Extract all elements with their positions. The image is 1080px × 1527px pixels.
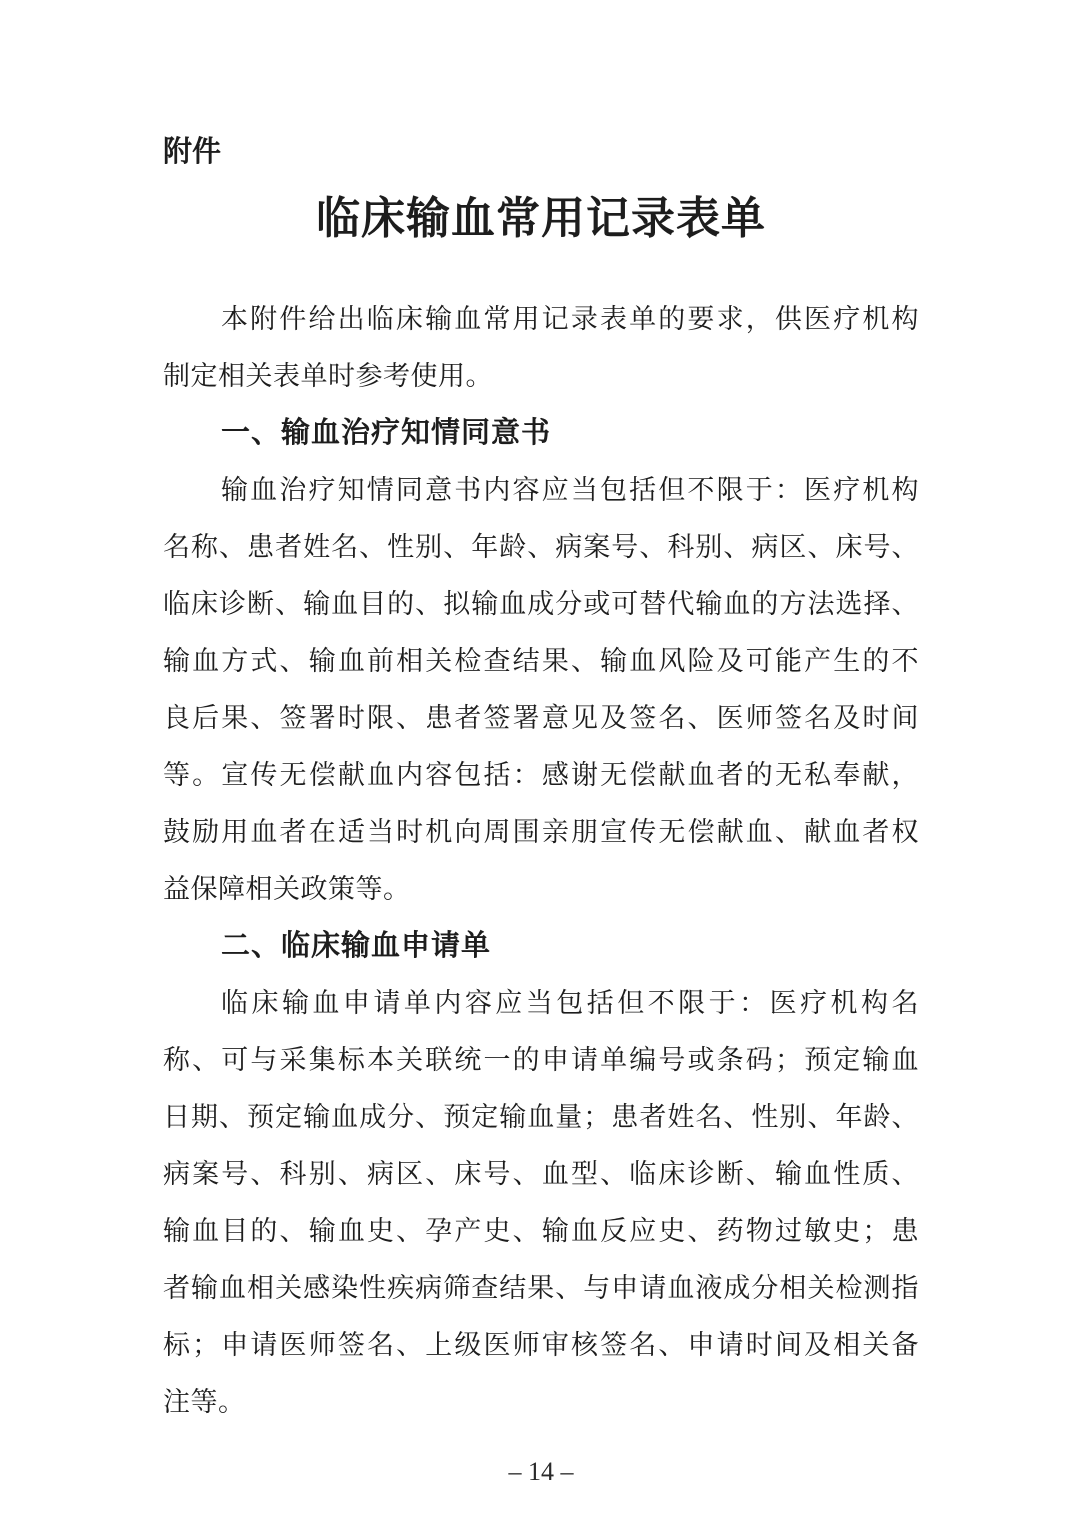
paragraph-line: 制定相关表单时参考使用。: [163, 361, 493, 391]
section-2-paragraph: [163, 975, 919, 1431]
section-2-heading: 二、临床输血申请单: [221, 930, 492, 962]
paragraph-line: 病案号、科别、病区、床号、血型、临床诊断、输血性质、: [163, 1159, 919, 1189]
paragraph-line: 名称、患者姓名、性别、年龄、病案号、科别、病区、床号、: [163, 532, 919, 562]
paragraph-line: 日期、预定输血成分、预定输血量；患者姓名、性别、年龄、: [163, 1102, 919, 1132]
paragraph-line: 输血方式、输血前相关检查结果、输血风险及可能产生的不: [163, 646, 919, 676]
paragraph-line: 临床诊断、输血目的、拟输血成分或可替代输血的方法选择、: [163, 589, 919, 619]
paragraph-line: 益保障相关政策等。: [163, 874, 411, 904]
document-body: [163, 291, 919, 1431]
paragraph-line: 临床输血申请单内容应当包括但不限于：医疗机构名: [221, 988, 919, 1018]
paragraph-line: 等。宣传无偿献血内容包括：感谢无偿献血者的无私奉献，: [163, 760, 919, 790]
paragraph-line: 者输血相关感染性疾病筛查结果、与申请血液成分相关检测指: [163, 1273, 919, 1303]
paragraph-line: 称、可与采集标本关联统一的申请单编号或条码；预定输血: [163, 1045, 919, 1075]
page-number: – 14 –: [508, 1457, 574, 1486]
paragraph-line: 良后果、签署时限、患者签署意见及签名、医师签名及时间: [163, 703, 919, 733]
attachment-label: 附件: [163, 136, 222, 168]
intro-paragraph: [163, 291, 919, 405]
page-title: 临床输血常用记录表单: [316, 194, 766, 243]
paragraph-line: 鼓励用血者在适当时机向周围亲朋宣传无偿献血、献血者权: [163, 817, 919, 847]
section-1-heading: 一、输血治疗知情同意书: [221, 417, 552, 449]
section-1-paragraph: [163, 462, 919, 918]
paragraph-line: 输血目的、输血史、孕产史、输血反应史、药物过敏史；患: [163, 1216, 919, 1246]
paragraph-line: 本附件给出临床输血常用记录表单的要求，供医疗机构: [221, 304, 919, 334]
paragraph-line: 标；申请医师签名、上级医师审核签名、申请时间及相关备: [163, 1330, 919, 1360]
paragraph-line: 注等。: [163, 1387, 246, 1417]
paragraph-line: 输血治疗知情同意书内容应当包括但不限于：医疗机构: [221, 475, 919, 505]
